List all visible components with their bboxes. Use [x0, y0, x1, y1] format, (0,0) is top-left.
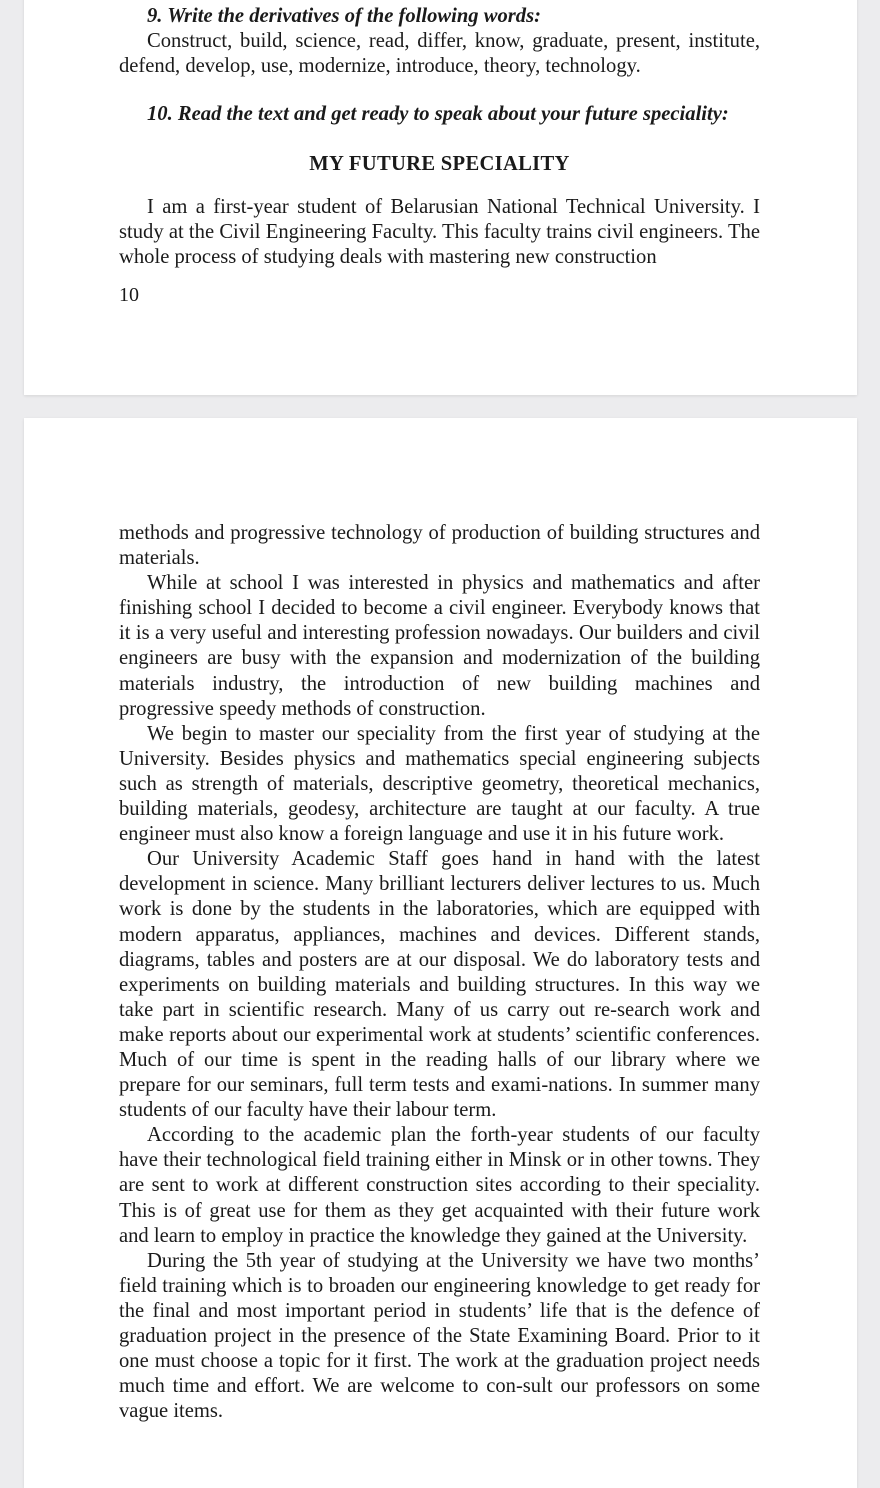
- paragraph: We begin to master our speciality from the first year of studying at the University. Besides physics and mathematics special engineering subjects such as strength of materials, descriptive geometry, theoretical mechanics, building materials, geodesy, architecture are taught at our faculty. A true engineer must also know a foreign language and use it in his future work.: [119, 722, 760, 846]
- exercise-9-heading: 9. Write the derivatives of the following words:: [147, 5, 541, 27]
- page-number: 10: [119, 284, 139, 306]
- continuation-paragraph: methods and progressive technology of production of building structures and materials.: [119, 522, 760, 570]
- paragraph: According to the academic plan the forth-year students of our faculty have their technological field training either in Minsk or in other towns. They are sent to work at different construction sites according to their speciality. This is of great use for them as they get acquainted with their future work and learn to employ in practice the knowledge they gained at the University.: [119, 1124, 760, 1247]
- exercise-10-heading: 10. Read the text and get ready to speak about your future speciality:: [147, 103, 729, 125]
- text-title: MY FUTURE SPECIALITY: [309, 153, 570, 175]
- exercise-9-words: Construct, build, science, read, differ, know, graduate, present, institute, defend, develop, use, modernize, introduce, theory, technology.: [119, 30, 760, 78]
- paragraph: During the 5th year of studying at the University we have two months’ field training which is to broaden our engineering knowledge to get ready for the final and most important period in students’ life that is the defence of graduation project in the presence of the State Examining Board. Prior to it one must choose a topic for it first. The work at the graduation project needs much time and effort. We are welcome to con-sult our professors on some vague items.: [119, 1249, 760, 1423]
- intro-block: [119, 195, 760, 270]
- exercise-9: [119, 4, 760, 79]
- exercise-10: [119, 102, 760, 127]
- body-text: [119, 521, 760, 1424]
- page-bottom: [24, 418, 857, 1488]
- page-top: [24, 0, 857, 395]
- paragraph: Our University Academic Staff goes hand in hand with the latest development in science. Many brilliant lecturers deliver lectures to us. Much work is done by the students in the laboratories, which are equipped with modern apparatus, appliances, machines and devices. Different stands, diagrams, tables and posters are at our disposal. We do laboratory tests and experiments on building materials and building structures. In this way we take part in scientific research. Many of us carry out re-search work and make reports about our experimental work at students’ scientific conferences. Much of our time is spent in the reading halls of our library where we prepare for our seminars, full term tests and exami-nations. In summer many students of our faculty have their labour term.: [119, 848, 760, 1122]
- intro-paragraph: I am a first-year student of Belarusian National Technical University. I study at the Civil Engineering Faculty. This faculty trains civil engineers. The whole process of studying deals with mastering new construction: [119, 196, 760, 269]
- paragraph: While at school I was interested in physics and mathematics and after finishing school I decided to become a civil engineer. Everybody knows that it is a very useful and interesting profession nowadays. Our builders and civil engineers are busy with the expansion and modernization of the building materials industry, the introduction of new building machines and progressive speedy methods of construction.: [119, 572, 760, 720]
